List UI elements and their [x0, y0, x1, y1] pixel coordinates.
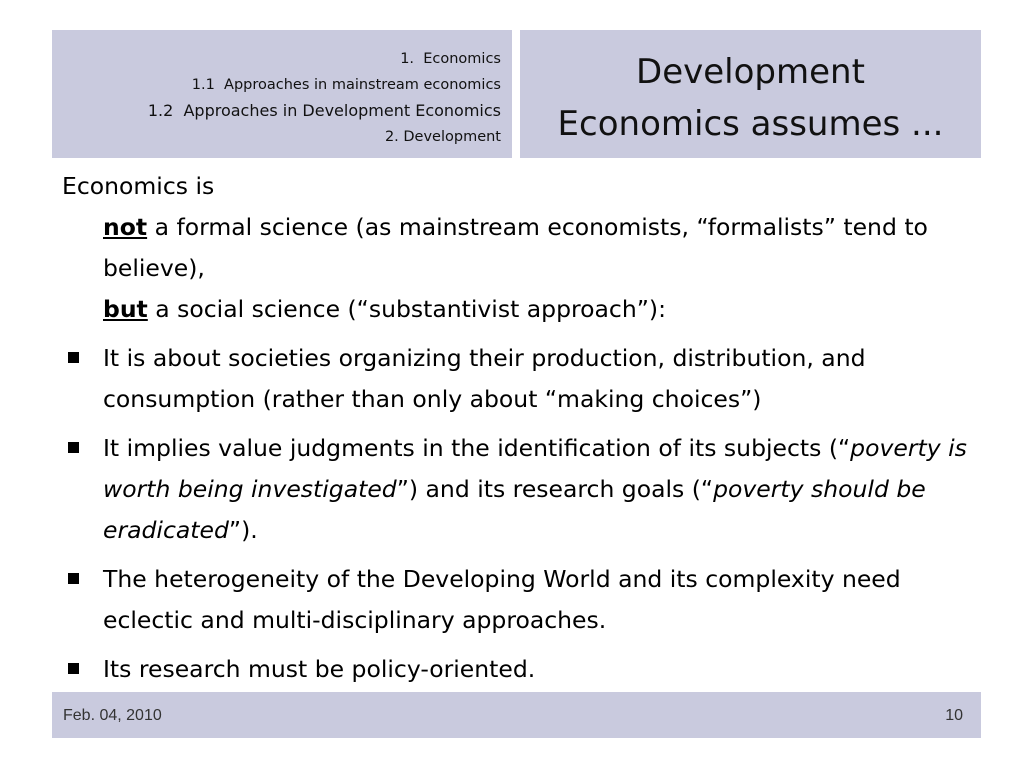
not-keyword: not: [103, 213, 148, 241]
intro-not-paragraph: [103, 207, 977, 289]
square-bullet-icon: [68, 663, 79, 674]
square-bullet-icon: [68, 573, 79, 584]
slide-footer: [52, 692, 981, 738]
bullet-emphasis: poverty is worth being investigated: [103, 434, 967, 503]
bullet-list: [62, 338, 977, 690]
not-text: a formal science (as mainstream economists, “formalists” tend to believe),: [103, 213, 928, 282]
nav-item-mainstream[interactable]: 1.1 Approaches in mainstream economics: [191, 77, 501, 93]
slide-title: [520, 30, 981, 158]
nav-item-development-economics[interactable]: 1.2 Approaches in Development Economics: [147, 101, 501, 120]
nav-item-development[interactable]: 2. Development: [384, 129, 501, 145]
square-bullet-icon: [68, 352, 79, 363]
intro-lead: Economics is: [62, 172, 215, 200]
bullet-text: ”).: [228, 516, 258, 544]
nav-item-economics[interactable]: 1. Economics: [400, 51, 501, 67]
but-keyword: but: [103, 295, 148, 323]
list-item: [62, 559, 977, 641]
title-line-1: Development: [636, 52, 865, 92]
bullet-text: ”) and its research goals (“: [396, 475, 714, 503]
section-nav: [52, 30, 512, 158]
bullet-text: It is about societies organizing their production, distribution, and consumption (rather than only about “making choices”): [103, 344, 866, 413]
list-item: [62, 428, 977, 551]
title-line-2: Economics assumes ...: [557, 104, 944, 144]
but-text: a social science (“substantivist approach”):: [147, 295, 666, 323]
bullet-text: The heterogeneity of the Developing World and its complexity need eclectic and multi-disciplinary approaches.: [103, 565, 901, 634]
bullet-text: It implies value judgments in the identification of its subjects (“: [103, 434, 851, 462]
footer-date: Feb. 04, 2010: [63, 707, 162, 724]
page-number: 10: [945, 707, 963, 724]
bullet-text: Its research must be policy-oriented.: [103, 655, 536, 683]
list-item: [62, 338, 977, 420]
intro-but-paragraph: [103, 289, 977, 330]
slide-body: [62, 166, 977, 690]
square-bullet-icon: [68, 442, 79, 453]
list-item: [62, 649, 977, 690]
bullet-emphasis: poverty should be eradicated: [103, 475, 926, 544]
